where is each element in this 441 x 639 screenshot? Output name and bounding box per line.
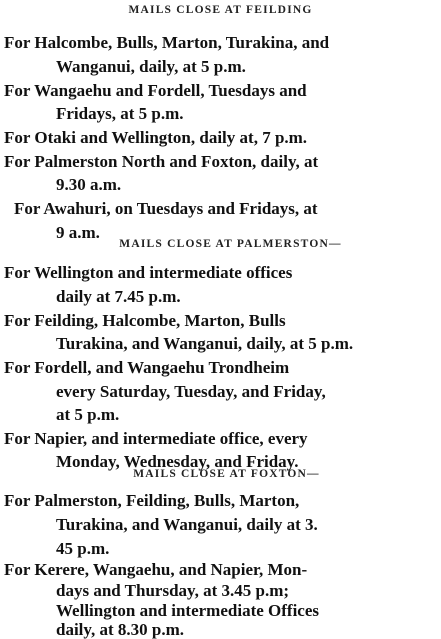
entry-line: 9.30 a.m. [56, 175, 122, 194]
entry-line: For Napier, and intermediate office, every [4, 429, 308, 448]
entry-line: For Wellington and intermediate offices [4, 263, 293, 282]
entry-line: For Fordell, and Wangaehu Trondheim [4, 358, 290, 377]
entry-line: days and Thursday, at 3.45 p.m; [56, 581, 290, 600]
entry-line: Fridays, at 5 p.m. [56, 104, 184, 123]
entry-line: 9 a.m. [56, 223, 100, 242]
entry-line: daily, at 8.30 p.m. [56, 620, 184, 639]
entry-line: For Wangaehu and Fordell, Tuesdays and [4, 81, 307, 100]
entry-line: Turakina, and Wanganui, daily at 3. [56, 515, 318, 534]
entry-line: For Otaki and Wellington, daily at, 7 p.m. [4, 128, 308, 147]
section-heading-feilding: MAILS CLOSE AT FEILDING [128, 4, 313, 16]
entry-line: Turakina, and Wanganui, daily, at 5 p.m. [56, 334, 354, 353]
entry-line: Wanganui, daily, at 5 p.m. [56, 57, 246, 76]
entry-line: For Palmerston North and Foxton, daily, at [4, 152, 319, 171]
section-heading-foxton: MAILS CLOSE AT FOXTON— [133, 468, 320, 480]
entry-line: Wellington and intermediate Offices [56, 601, 320, 620]
entry-line: at 5 p.m. [56, 405, 120, 424]
entry-line: For Kerere, Wangaehu, and Napier, Mon- [4, 560, 308, 579]
entry-line: For Halcombe, Bulls, Marton, Turakina, and [4, 33, 330, 52]
entry-line: every Saturday, Tuesday, and Friday, [56, 382, 326, 401]
entry-line: For Feilding, Halcombe, Marton, Bulls [4, 311, 286, 330]
entry-line: Monday, Wednesday, and Friday. [56, 452, 299, 471]
entry-line: For Palmerston, Feilding, Bulls, Marton, [4, 491, 300, 510]
entry-line: 45 p.m. [56, 539, 110, 558]
entry-line: For Awahuri, on Tuesdays and Fridays, at [14, 199, 318, 218]
section-heading-palmerston: MAILS CLOSE AT PALMERSTON— [119, 238, 342, 250]
entry-line: daily at 7.45 p.m. [56, 287, 181, 306]
